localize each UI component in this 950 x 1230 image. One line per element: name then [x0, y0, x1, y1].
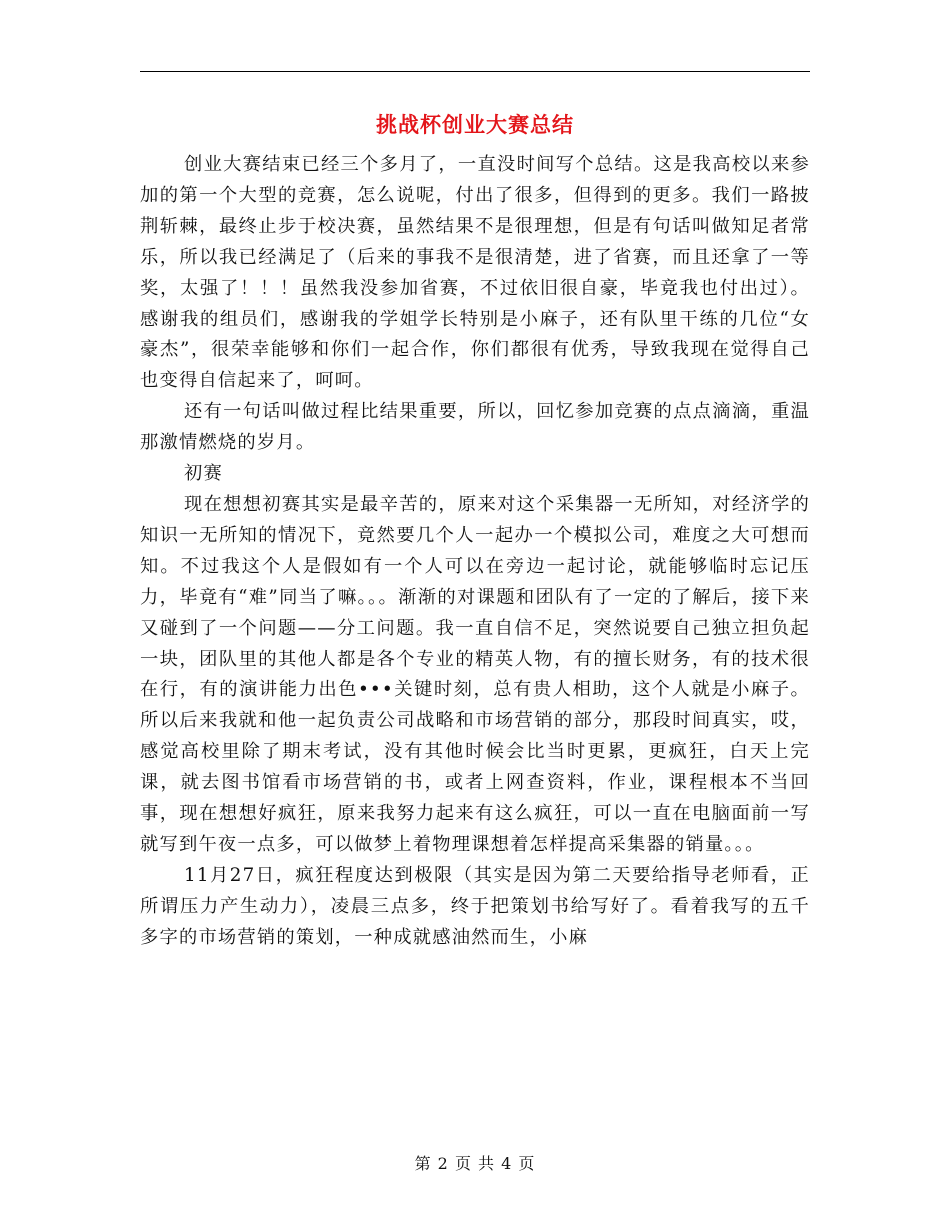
paragraph-nov27: 11月27日，疯狂程度达到极限（其实是因为第二天要给指导老师看，正所谓压力产生动力），凌晨三点多，终于把策划书给写好了。看着我写的五千多字的市场营销的策划，一种成就感油然而生，小麻 [140, 864, 810, 948]
paragraph-intro: 创业大赛结束已经三个多月了，一直没时间写个总结。这是我高校以来参加的第一个大型的竞赛，怎么说呢，付出了很多，但得到的更多。我们一路披荆斩棘，最终止步于校决赛，虽然结果不是很理想，但是有句话叫做知足者常乐，所以我已经满足了（后来的事我不是很清楚，进了省赛，而且还拿了一等奖，太强了！！！虽然我没参加省赛，不过依旧很自豪，毕竟我也付出过）。感谢我的组员们，感谢我的学姐学长特别是小麻子，还有队里干练的几位“女豪杰”，很荣幸能够和你们一起合作，你们都很有优秀，导致我现在觉得自己也变得自信起来了，呵呵。 [140, 154, 810, 392]
document-title: 挑战杯创业大赛总结 [376, 112, 574, 137]
paragraph-preliminary: 现在想想初赛其实是最辛苦的，原来对这个采集器一无所知，对经济学的知识一无所知的情况下，竟然要几个人一起办一个模拟公司，难度之大可想而知。不过我这个人是假如有一个人可以在旁边一起讨论，就能够临时忘记压力，毕竟有“难”同当了嘛。。。渐渐的对课题和团队有了一定的了解后，接下来又碰到了一个问题——分工问题。我一直自信不足，突然说要自己独立担负起一块，团队里的其他人都是各个专业的精英人物，有的擅长财务，有的技术很在行，有的演讲能力出色•••关键时刻，总有贵人相助，这个人就是小麻子。所以后来我就和他一起负责公司战略和市场营销的部分，那段时间真实，哎，感觉高校里除了期末考试，没有其他时候会比当时更累，更疯狂，白天上完课，就去图书馆看市场营销的书，或者上网查资料，作业，课程根本不当回事，现在想想好疯狂，原来我努力起来有这么疯狂，可以一直在电脑面前一写就写到午夜一点多，可以做梦上着物理课想着怎样提高采集器的销量。。。 [140, 493, 810, 855]
page-footer: 第 2 页 共 4 页 [414, 1154, 536, 1173]
document-body [140, 150, 810, 954]
section-heading-preliminary: 初赛 [184, 463, 223, 485]
header-rule [140, 71, 810, 72]
paragraph-process: 还有一句话叫做过程比结果重要，所以，回忆参加竞赛的点点滴滴，重温那激情燃烧的岁月。 [140, 401, 810, 454]
